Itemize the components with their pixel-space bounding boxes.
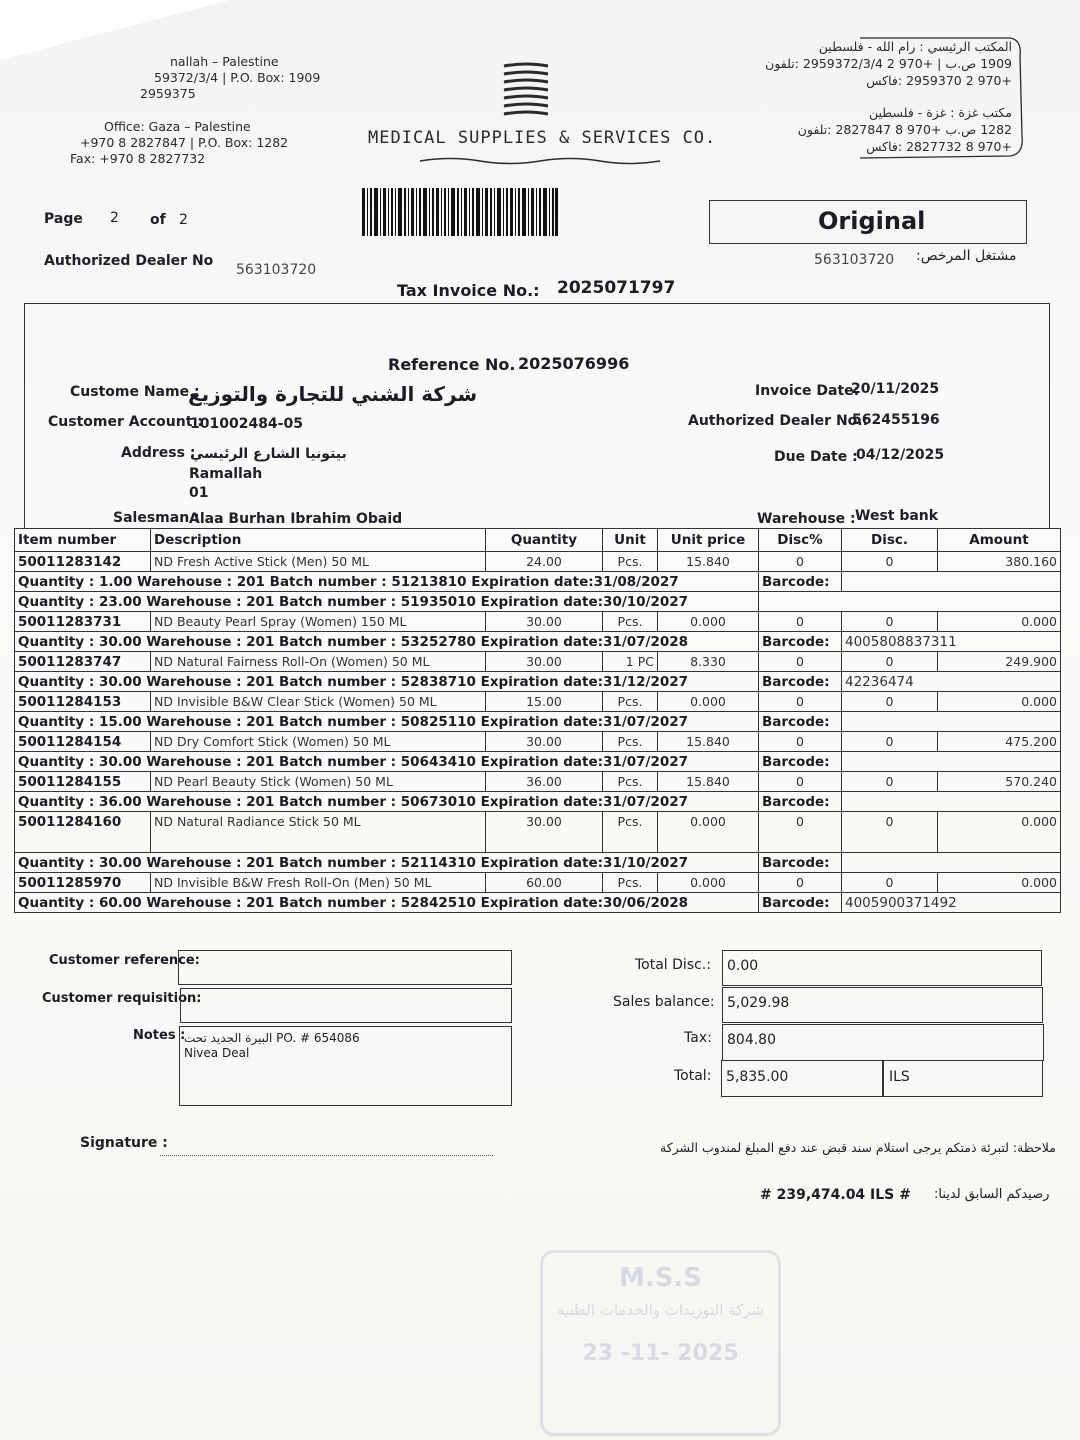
table-row <box>15 772 1061 792</box>
batch-detail-row <box>15 712 1061 732</box>
signature-label: Signature : <box>80 1135 168 1151</box>
customer-name: شركة الشني للتجارة والتوزيع <box>188 382 478 406</box>
item-number: 50011285970 <box>15 873 151 893</box>
gaza-office-en <box>70 119 288 167</box>
auth-dealer-label: Authorized Dealer No.: <box>688 413 869 429</box>
tax-field <box>722 1024 1044 1061</box>
total-disc-label: Total Disc.: <box>635 957 711 973</box>
tax-value: 804.80 <box>727 1032 776 1048</box>
item-unit-price: 15.840 <box>658 772 759 792</box>
company-stamp <box>540 1250 781 1436</box>
gaza-office-ar-line: +970 8 2827732 :فاكس <box>866 139 1012 154</box>
table-row <box>15 652 1061 672</box>
items-table <box>14 528 1061 913</box>
gaza-office-ar-line: مكتب غزة : غزة - فلسطين <box>868 105 1012 120</box>
item-disc-percent: 0 <box>759 812 842 853</box>
item-number: 50011284155 <box>15 772 151 792</box>
copy-type-box <box>709 200 1027 244</box>
total-field <box>721 1060 884 1097</box>
sales-balance-field <box>722 987 1043 1023</box>
item-disc: 0 <box>842 552 938 572</box>
gaza-office-ar-line: 1282 ص.ب +970 8 2827847 :تلفون <box>797 122 1012 137</box>
stamp-company: شركة التوريدات والخدمات الطبية <box>556 1301 765 1319</box>
due-date: 04/12/2025 <box>856 447 945 463</box>
batch-detail: Quantity : 1.00 Warehouse : 201 Batch number : 51213810 Expiration date:31/08/2027 <box>15 572 759 592</box>
item-unit-price: 8.330 <box>658 652 759 672</box>
item-number: 50011284160 <box>15 812 151 853</box>
head-office-line: nallah – Palestine <box>170 54 279 69</box>
item-description: ND Natural Radiance Stick 50 ML <box>151 812 486 853</box>
item-unit: Pcs. <box>603 772 658 792</box>
dealer-label-ar: مشتغل المرخص: <box>916 248 1017 264</box>
item-disc: 0 <box>842 652 938 672</box>
barcode-value <box>842 712 1061 732</box>
head-office-line: 2959375 <box>140 86 196 101</box>
header-right-frame <box>740 36 1025 160</box>
barcode-label: Barcode: <box>759 672 842 692</box>
item-quantity: 36.00 <box>486 772 603 792</box>
col-header-amount: Amount <box>938 529 1061 552</box>
batch-detail: Quantity : 15.00 Warehouse : 201 Batch number : 50825110 Expiration date:31/07/2027 <box>15 712 759 732</box>
batch-detail-row <box>15 752 1061 772</box>
reference-number: 2025076996 <box>518 354 630 373</box>
barcode-label: Barcode: <box>759 572 842 592</box>
signature-line <box>160 1155 493 1156</box>
barcode-value <box>842 792 1061 812</box>
item-disc-percent: 0 <box>759 732 842 752</box>
barcode-value <box>842 853 1061 873</box>
batch-detail: Quantity : 30.00 Warehouse : 201 Batch number : 53252780 Expiration date:31/07/2028 <box>15 632 759 652</box>
stamp-date: 23 -11- 2025 <box>582 1341 739 1366</box>
of-label: of <box>150 212 166 228</box>
col-header-disc-percent: Disc% <box>759 529 842 552</box>
item-description: ND Pearl Beauty Stick (Women) 50 ML <box>151 772 486 792</box>
barcode-label: Barcode: <box>759 752 842 772</box>
total-disc-value: 0.00 <box>727 958 759 974</box>
invoice-date: 20/11/2025 <box>851 381 940 397</box>
company-underline-decoration <box>420 156 660 166</box>
item-description: ND Fresh Active Stick (Men) 50 ML <box>151 552 486 572</box>
item-disc: 0 <box>842 692 938 712</box>
tax-invoice-label: Tax Invoice No.: <box>397 281 540 300</box>
item-unit: Pcs. <box>603 612 658 632</box>
col-header-unit-price: Unit price <box>658 529 759 552</box>
item-disc: 0 <box>842 812 938 853</box>
invoice-date-label: Invoice Date: <box>755 383 860 399</box>
due-date-label: Due Date : <box>774 449 858 465</box>
table-row <box>15 812 1061 853</box>
item-disc-percent: 0 <box>759 772 842 792</box>
col-header-description: Description <box>151 529 486 552</box>
address-label: Address : <box>121 445 196 461</box>
copy-type: Original <box>818 207 926 235</box>
items-table-wrap <box>14 528 1060 913</box>
barcode-value: 4005808837311 <box>842 632 1061 652</box>
warehouse-name: West bank <box>855 508 939 524</box>
item-unit: 1 PC <box>603 652 658 672</box>
customer-requisition-label: Customer requisition: <box>42 991 202 1006</box>
batch-detail: Quantity : 23.00 Warehouse : 201 Batch number : 51935010 Expiration date:30/10/2027 <box>15 592 759 612</box>
item-amount: 0.000 <box>938 873 1061 893</box>
barcode-value: 42236474 <box>842 672 1061 692</box>
batch-detail-row <box>15 792 1061 812</box>
item-unit-price: 0.000 <box>658 692 759 712</box>
item-unit: Pcs. <box>603 812 658 853</box>
item-description: ND Invisible B&W Clear Stick (Women) 50 ML <box>151 692 486 712</box>
item-number: 50011283747 <box>15 652 151 672</box>
barcode-value <box>842 572 1061 592</box>
page-number: 2 <box>110 210 119 226</box>
item-disc-percent: 0 <box>759 612 842 632</box>
item-description: ND Natural Fairness Roll-On (Women) 50 ML <box>151 652 486 672</box>
tax-label: Tax: <box>684 1030 712 1046</box>
currency-field <box>882 1060 1043 1097</box>
currency-value: ILS <box>889 1069 910 1085</box>
batch-detail-row <box>15 853 1061 873</box>
item-quantity: 60.00 <box>486 873 603 893</box>
item-number: 50011284154 <box>15 732 151 752</box>
customer-requisition-field <box>180 988 512 1023</box>
customer-reference-label: Customer reference: <box>49 953 200 968</box>
item-unit-price: 0.000 <box>658 612 759 632</box>
salesman-name: Alaa Burhan Ibrahim Obaid <box>189 511 403 527</box>
item-unit-price: 0.000 <box>658 873 759 893</box>
item-unit-price: 15.840 <box>658 552 759 572</box>
sales-balance-value: 5,029.98 <box>727 995 790 1011</box>
table-row <box>15 552 1061 572</box>
item-disc-percent: 0 <box>759 552 842 572</box>
item-quantity: 30.00 <box>486 732 603 752</box>
item-quantity: 24.00 <box>486 552 603 572</box>
barcode-label: Barcode: <box>759 893 842 913</box>
table-row <box>15 612 1061 632</box>
customer-reference-field <box>178 950 512 985</box>
reference-label: Reference No. <box>388 355 516 374</box>
barcode-label: Barcode: <box>759 853 842 873</box>
item-disc: 0 <box>842 732 938 752</box>
gaza-office-line: +970 8 2827847 | P.O. Box: 1282 <box>80 135 289 150</box>
item-disc: 0 <box>842 873 938 893</box>
item-unit: Pcs. <box>603 732 658 752</box>
total-value: 5,835.00 <box>726 1069 789 1085</box>
notes-line: PO. # 654086 البيرة الجديد تحت <box>184 1031 360 1045</box>
customer-account-label: Customer Account : <box>48 414 203 430</box>
customer-name-label: Custome Name : <box>70 384 200 400</box>
notes-label: Notes : <box>133 1028 186 1043</box>
dealer-no-ar-value: 563103720 <box>814 252 895 268</box>
item-disc-percent: 0 <box>759 652 842 672</box>
warehouse-label: Warehouse : <box>757 511 856 527</box>
item-disc-percent: 0 <box>759 873 842 893</box>
item-quantity: 30.00 <box>486 652 603 672</box>
barcode-label: Barcode: <box>759 712 842 732</box>
item-amount: 0.000 <box>938 812 1061 853</box>
col-header-unit: Unit <box>603 529 658 552</box>
company-logo <box>500 60 552 122</box>
item-unit-price: 0.000 <box>658 812 759 853</box>
total-disc-field <box>722 950 1042 986</box>
address-line: Ramallah <box>189 466 263 482</box>
table-row <box>15 732 1061 752</box>
item-number: 50011283142 <box>15 552 151 572</box>
gaza-office-line: Fax: +970 8 2827732 <box>70 151 206 166</box>
table-row <box>15 692 1061 712</box>
batch-detail: Quantity : 60.00 Warehouse : 201 Batch number : 52842510 Expiration date:30/06/2028 <box>15 893 759 913</box>
company-name: MEDICAL SUPPLIES & SERVICES CO. <box>368 128 717 148</box>
customer-account: 101002484-05 <box>190 416 303 432</box>
batch-detail-row <box>15 893 1061 913</box>
head-office-line: 59372/3/4 | P.O. Box: 1909 <box>154 70 321 85</box>
col-header-disc: Disc. <box>842 529 938 552</box>
barcode-graphic <box>362 188 558 236</box>
address-line: بيتونيا الشارع الرئيسي <box>190 446 347 462</box>
batch-detail: Quantity : 30.00 Warehouse : 201 Batch number : 52114310 Expiration date:31/10/2027 <box>15 853 759 873</box>
batch-detail-row <box>15 572 1061 592</box>
item-quantity: 30.00 <box>486 612 603 632</box>
batch-detail: Quantity : 36.00 Warehouse : 201 Batch number : 50673010 Expiration date:31/07/2027 <box>15 792 759 812</box>
page-total: 2 <box>179 212 188 228</box>
batch-detail-row <box>15 592 1061 612</box>
head-office-ar-line: +970 2 2959370 :فاكس <box>866 73 1012 88</box>
tax-invoice-number: 2025071797 <box>557 278 676 298</box>
head-office-ar-line: المكتب الرئيسي : رام الله - فلسطين <box>818 39 1012 54</box>
item-description: ND Beauty Pearl Spray (Women) 150 ML <box>151 612 486 632</box>
gaza-office-line: Office: Gaza – Palestine <box>104 119 251 134</box>
barcode-value: 4005900371492 <box>842 893 1061 913</box>
item-amount: 0.000 <box>938 612 1061 632</box>
empty-cell <box>759 592 1061 612</box>
previous-balance-label-ar: رصيدكم السابق لدينا: <box>934 1187 1050 1202</box>
table-row <box>15 873 1061 893</box>
table-header-row <box>15 529 1061 552</box>
auth-dealer-number: 562455196 <box>852 412 940 428</box>
col-header-item-number: Item number <box>15 529 151 552</box>
salesman-label: Salesman : <box>113 510 200 526</box>
item-unit: Pcs. <box>603 552 658 572</box>
page-label: Page <box>44 211 83 227</box>
item-number: 50011283731 <box>15 612 151 632</box>
folded-corner <box>0 0 230 60</box>
barcode-label: Barcode: <box>759 632 842 652</box>
sales-balance-label: Sales balance: <box>613 994 715 1010</box>
barcode-label: Barcode: <box>759 792 842 812</box>
total-label: Total: <box>674 1068 712 1084</box>
item-amount: 0.000 <box>938 692 1061 712</box>
item-amount: 380.160 <box>938 552 1061 572</box>
item-disc: 0 <box>842 612 938 632</box>
barcode-value <box>842 752 1061 772</box>
item-unit: Pcs. <box>603 692 658 712</box>
item-unit: Pcs. <box>603 873 658 893</box>
dealer-no: 563103720 <box>236 262 317 278</box>
stamp-title: M.S.S <box>618 1263 703 1293</box>
item-quantity: 15.00 <box>486 692 603 712</box>
item-amount: 570.240 <box>938 772 1061 792</box>
batch-detail-row <box>15 632 1061 652</box>
address-line: 01 <box>189 485 209 501</box>
notes-line: Nivea Deal <box>184 1046 250 1060</box>
item-number: 50011284153 <box>15 692 151 712</box>
item-amount: 249.900 <box>938 652 1061 672</box>
batch-detail: Quantity : 30.00 Warehouse : 201 Batch number : 52838710 Expiration date:31/12/2027 <box>15 672 759 692</box>
dealer-no-label: Authorized Dealer No <box>44 253 214 269</box>
col-header-quantity: Quantity <box>486 529 603 552</box>
payment-note-ar: ملاحظة: لتبرئة ذمتكم يرجى استلام سند قبض عند دفع المبلغ لمندوب الشركة <box>660 1140 1056 1155</box>
head-office-ar-line: 1909 ص.ب | +970 2 2959372/3/4 :تلفون <box>765 56 1012 71</box>
head-office-en <box>140 54 320 102</box>
item-unit-price: 15.840 <box>658 732 759 752</box>
notes-field <box>179 1026 512 1106</box>
item-amount: 475.200 <box>938 732 1061 752</box>
batch-detail: Quantity : 30.00 Warehouse : 201 Batch number : 50643410 Expiration date:31/07/2027 <box>15 752 759 772</box>
item-description: ND Dry Comfort Stick (Women) 50 ML <box>151 732 486 752</box>
previous-balance: # 239,474.04 ILS # <box>760 1187 911 1203</box>
item-description: ND Invisible B&W Fresh Roll-On (Men) 50 ML <box>151 873 486 893</box>
item-quantity: 30.00 <box>486 812 603 853</box>
item-disc-percent: 0 <box>759 692 842 712</box>
item-disc: 0 <box>842 772 938 792</box>
batch-detail-row <box>15 672 1061 692</box>
